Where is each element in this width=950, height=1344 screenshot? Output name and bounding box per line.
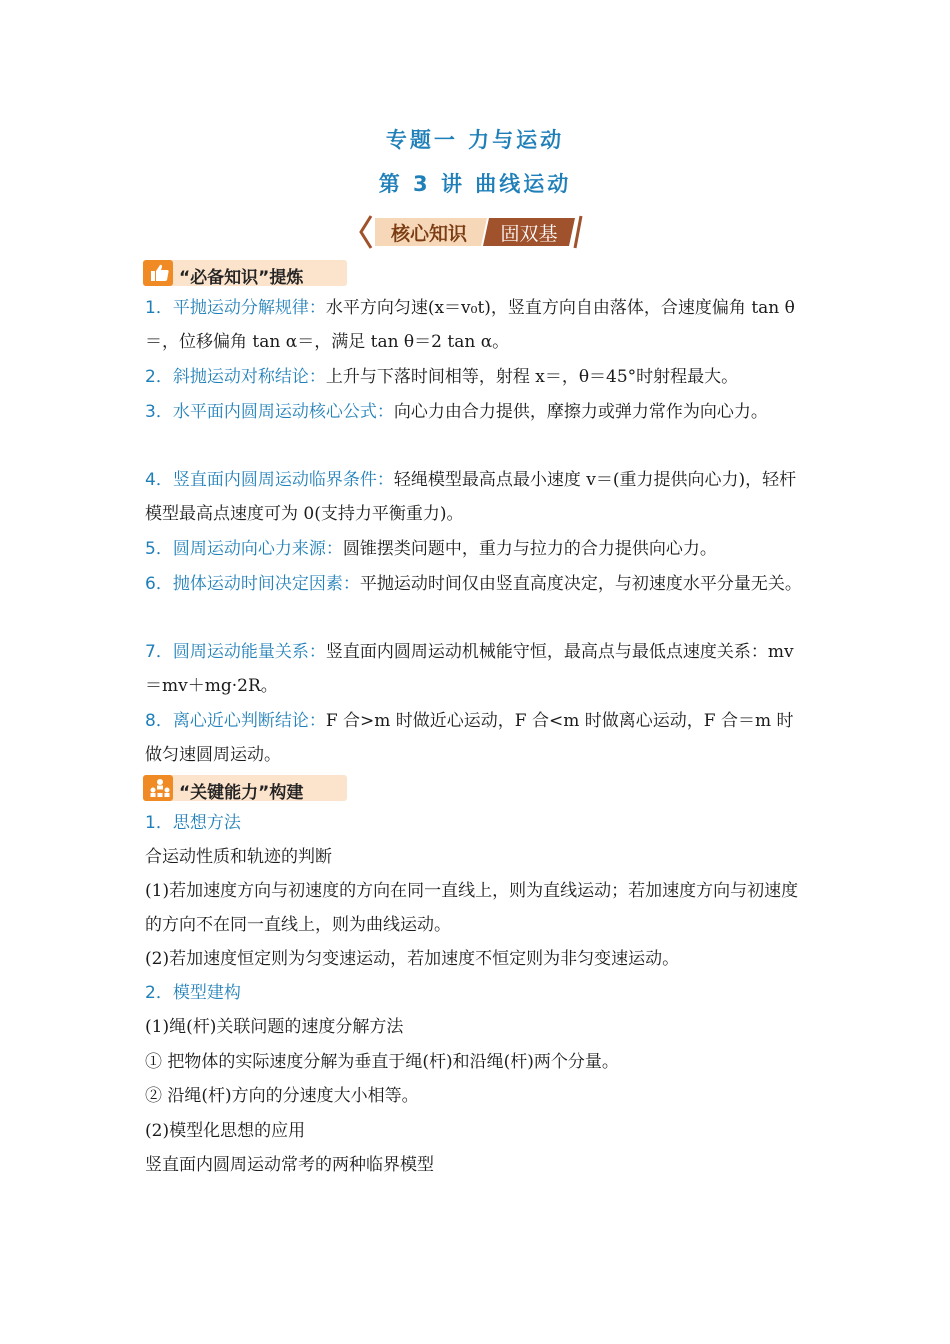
subsection-heading: 模型建构 xyxy=(172,983,241,1003)
item-number: 7． xyxy=(145,642,173,662)
item-body: 向心力由合力提供，摩擦力或弹力常作为向心力。 xyxy=(393,402,768,422)
item-heading: 斜抛运动对称结论： xyxy=(172,367,326,387)
thumbs-up-icon xyxy=(149,263,171,283)
item-number: 3． xyxy=(145,402,173,422)
banner-right-slash xyxy=(575,216,581,248)
item-heading: 抛体运动时间决定因素： xyxy=(172,574,360,594)
item-number: 8． xyxy=(145,711,173,731)
topic-title: 专题一 力与运动 xyxy=(385,128,565,152)
item-body: F 合>m 时做近心运动，F 合<m 时做离心运动，F 合＝m 时做匀速圆周运动。 xyxy=(145,711,794,765)
knowledge-item-5 xyxy=(145,532,809,566)
item-body: 上升与下落时间相等，射程 x＝，θ＝45°时射程最大。 xyxy=(325,367,739,387)
subsection-heading: 思想方法 xyxy=(172,813,241,833)
subsection-number: 2． xyxy=(145,983,173,1003)
item-heading: 离心近心判断结论： xyxy=(172,711,326,731)
item-body: 轻绳模型最高点最小速度 v＝(重力提供向心力)，轻杆模型最高点速度可为 0(支持力平衡重力)。 xyxy=(145,470,797,524)
text-line: (2)模型化思想的应用 xyxy=(145,1121,306,1141)
text-line: 竖直面内圆周运动常考的两种临界模型 xyxy=(145,1155,434,1175)
text-line: ② 沿绳(杆)方向的分速度大小相等。 xyxy=(145,1086,419,1106)
section-tag-key-ability xyxy=(143,775,347,801)
section-tag-label: “必备知识”提炼 xyxy=(179,268,304,288)
knowledge-item-2 xyxy=(145,360,809,394)
knowledge-item-4 xyxy=(145,463,809,531)
item-number: 5． xyxy=(145,539,173,559)
section-tag-label: “关键能力”构建 xyxy=(179,783,304,803)
item-number: 6． xyxy=(145,574,173,594)
text-line: (1)绳(杆)关联问题的速度分解方法 xyxy=(145,1017,404,1037)
knowledge-item-3 xyxy=(145,395,809,429)
item-number: 2． xyxy=(145,367,173,387)
item-heading: 圆周运动向心力来源： xyxy=(172,539,343,559)
item-heading: 平抛运动分解规律： xyxy=(172,298,326,318)
item-heading: 圆周运动能量关系： xyxy=(172,642,326,662)
subsection-model-building xyxy=(145,976,809,1010)
banner-left-text: 核心知识 xyxy=(390,223,468,245)
item-body: 平抛运动时间仅由竖直高度决定，与初速度水平分量无关。 xyxy=(359,574,802,594)
subsection-number: 1． xyxy=(145,813,173,833)
text-line: (1)若加速度方向与初速度的方向在同一直线上，则为直线运动；若加速度方向与初速度的方向不在同一直线上，则为曲线运动。 xyxy=(145,881,799,935)
item-body: 水平方向匀速(x＝v₀t)，竖直方向自由落体，合速度偏角 tan θ＝，位移偏角 tan α＝，满足 tan θ＝2 tan α。 xyxy=(145,298,795,352)
core-knowledge-banner xyxy=(357,212,591,252)
item-number: 4． xyxy=(145,470,173,490)
banner-left-chevron xyxy=(361,216,371,248)
section-tag-essential-knowledge xyxy=(143,260,347,286)
text-line: 合运动性质和轨迹的判断 xyxy=(145,847,332,867)
knowledge-item-1 xyxy=(145,291,809,359)
item-number: 1． xyxy=(145,298,173,318)
knowledge-item-6 xyxy=(145,567,809,601)
banner-right-text: 固双基 xyxy=(500,223,558,245)
text-line: (2)若加速度恒定则为匀变速运动，若加速度不恒定则为非匀变速运动。 xyxy=(145,949,680,969)
item-heading: 竖直面内圆周运动临界条件： xyxy=(172,470,394,490)
team-icon xyxy=(149,778,171,798)
text-line: ① 把物体的实际速度分解为垂直于绳(杆)和沿绳(杆)两个分量。 xyxy=(145,1052,619,1072)
item-body: 圆锥摆类问题中，重力与拉力的合力提供向心力。 xyxy=(342,539,717,559)
lecture-title: 第 3 讲 曲线运动 xyxy=(378,172,572,196)
knowledge-item-7 xyxy=(145,635,809,703)
item-heading: 水平面内圆周运动核心公式： xyxy=(172,402,394,422)
item-body: 竖直面内圆周运动机械能守恒，最高点与最低点速度关系：mv＝mv＋mg·2R。 xyxy=(145,642,794,696)
knowledge-item-8 xyxy=(145,704,809,772)
subsection-thinking-methods xyxy=(145,806,809,840)
